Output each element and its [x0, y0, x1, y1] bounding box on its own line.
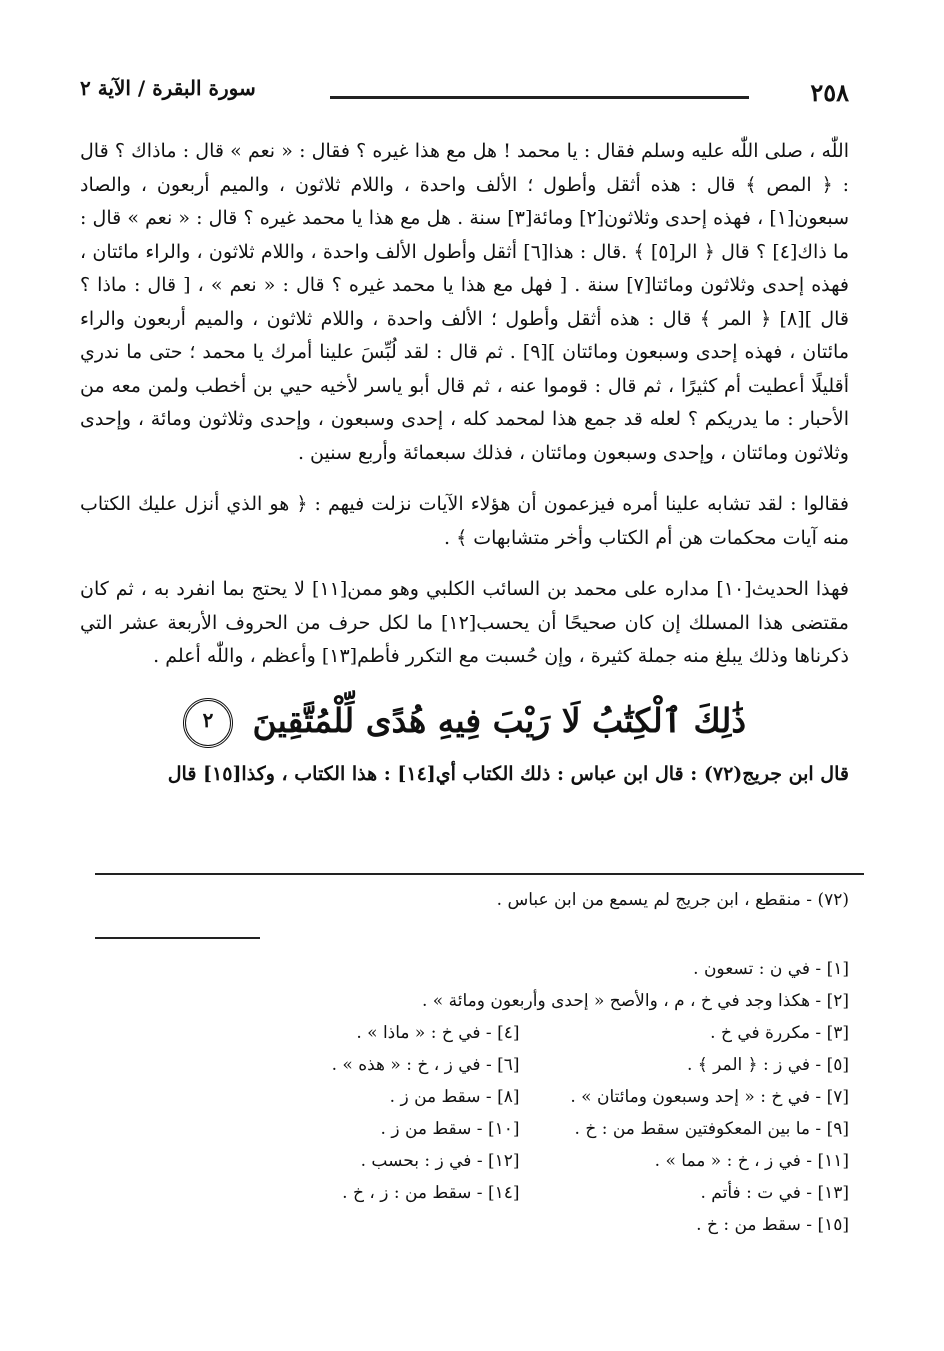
note-row [190, 1113, 849, 1145]
paragraph-2: فقالوا : لقد تشابه علينا أمره فيزعمون أن هؤلاء الآيات نزلت فيهم : ﴿ هو الذي أنزل عليك الكتاب منه آيات محكمات هن أم الكتاب وأخر متشابهات ﴾ . [80, 493, 849, 549]
ayah-number-marker: ٢ [183, 698, 233, 748]
note-2: [٢] - هكذا وجد في خ ، م ، والأصح « إحدى وأربعون ومائة » . [421, 991, 849, 1011]
closing-line: قال ابن جريج(٧٢) : قال ابن عباس : ذلك الكتاب أي[١٤] : هذا الكتاب ، وكذا[١٥] قال [167, 762, 849, 785]
note-right: [١١] - في ز ، خ : « مما » . [654, 1151, 849, 1171]
note-right: [٩] - ما بين المعكوفتين سقط من : خ . [574, 1119, 849, 1139]
note-15: [١٥] - سقط من : خ . [696, 1215, 849, 1235]
footnote-72: (٧٢) - منقطع ، ابن جريج لم يسمع من ابن عباس . [496, 890, 849, 910]
note-right: [٣] - مكررة في خ . [710, 1023, 849, 1043]
note-left: [٦] - في ز ، خ : « هذه » . [331, 1055, 520, 1075]
note-row [190, 1017, 849, 1049]
note-right: [٧] - في خ : « إحد وسبعون ومائتان » . [570, 1087, 849, 1107]
note-left: [١٤] - سقط من : ز ، خ . [342, 1183, 520, 1203]
note-right: [٥] - في ز : ﴿ المر ﴾ . [686, 1055, 849, 1075]
variant-notes [190, 953, 849, 1241]
main-text [80, 135, 849, 809]
paragraph-3: فهذا الحديث[١٠] مداره على محمد بن السائب الكلبي وهو ممن[١١] لا يحتج بما انفرد به ، ثم كان مقتضى هذا المسلك إن كان صحيحًا أن يحسب[١٢] ما لكل حرف من الحروف الأربعة عشر التي ذكرناها وذلك يبلغ منه جملة كثيرة ، وإن حُسبت مع التكرر فأطم[١٣] وأعظم ، واللّٰه أعلم . [80, 578, 849, 667]
note-left: [١٠] - سقط من ز . [380, 1119, 520, 1139]
page-number: ٢٥٨ [810, 78, 849, 107]
quran-verse [80, 692, 849, 750]
note-row [190, 1081, 849, 1113]
note-row [190, 1177, 849, 1209]
note-row [190, 1145, 849, 1177]
paragraph-1: اللّٰه ، صلى اللّٰه عليه وسلم فقال : يا محمد ! هل مع هذا غيره ؟ فقال : « نعم » قال : ماذاك ؟ قال : ﴿ المص ﴾ قال : هذه أثقل وأطول ؛ الألف واحدة ، واللام ثلاثون ، والميم أربعون ، والصاد سبعون[١] ، فهذه إحدى وثلاثون[٢] ومائة[٣] سنة . هل مع هذا يا محمد غيره ؟ قال : « نعم » قال : ما ذاك[٤] ؟ قال ﴿ الر[٥] ﴾ .قال : هذا[٦] أثقل وأطول الألف واحدة ، واللام ثلاثون ، والراء مائتان ، فهذه إحدى وثلاثون ومائتا[٧] سنة . [ فهل مع هذا يا محمد غيره ؟ قال : « نعم » ، [ قال : ماذا ؟ قال ][٨] ﴿ المر ﴾ قال : هذه أثقل وأطول ؛ الألف واحدة ، واللام ثلاثون ، والميم أربعون والراء مائتان ، فهذه إحدى وسبعون ومائتان ][٩] . ثم قال : لقد لُبِّسَ علينا أمرك يا محمد ؛ حتى ما ندري أقليلًا أعطيت أم كثيرًا ، ثم قال : قوموا عنه ، ثم قال أبو ياسر لأخيه حيي بن أخطب ولمن معه من الأحبار : ما يدريكم ؟ لعله قد جمع هذا لمحمد كله ، إحدى وسبعون ، وإحدى وثلاثون ومائة ، وإحدى وثلاثون ومائتان ، وإحدى وسبعون ومائتان ، فذلك سبعمائة وأربع سنين . [80, 140, 850, 464]
note-left: [١٢] - في ز : بحسب . [360, 1151, 520, 1171]
verse-text: ذَٰلِكَ ٱلْكِتَٰبُ لَا رَيْبَ فِيهِ هُدًى لِّلْمُتَّقِينَ [252, 700, 747, 740]
footnote-divider-short [95, 937, 260, 939]
note-1: [١] - في ن : تسعون . [693, 959, 849, 979]
running-title: سورة البقرة / الآية ٢ [80, 76, 256, 100]
note-row [190, 1049, 849, 1081]
header-divider [330, 96, 749, 99]
note-left: [٤] - في خ : « ماذا » . [356, 1023, 520, 1043]
page-header [80, 72, 849, 116]
footnote-divider-long [95, 873, 864, 875]
note-right: [١٣] - في ت : فأتم . [700, 1183, 849, 1203]
note-left: [٨] - سقط من ز . [389, 1087, 520, 1107]
